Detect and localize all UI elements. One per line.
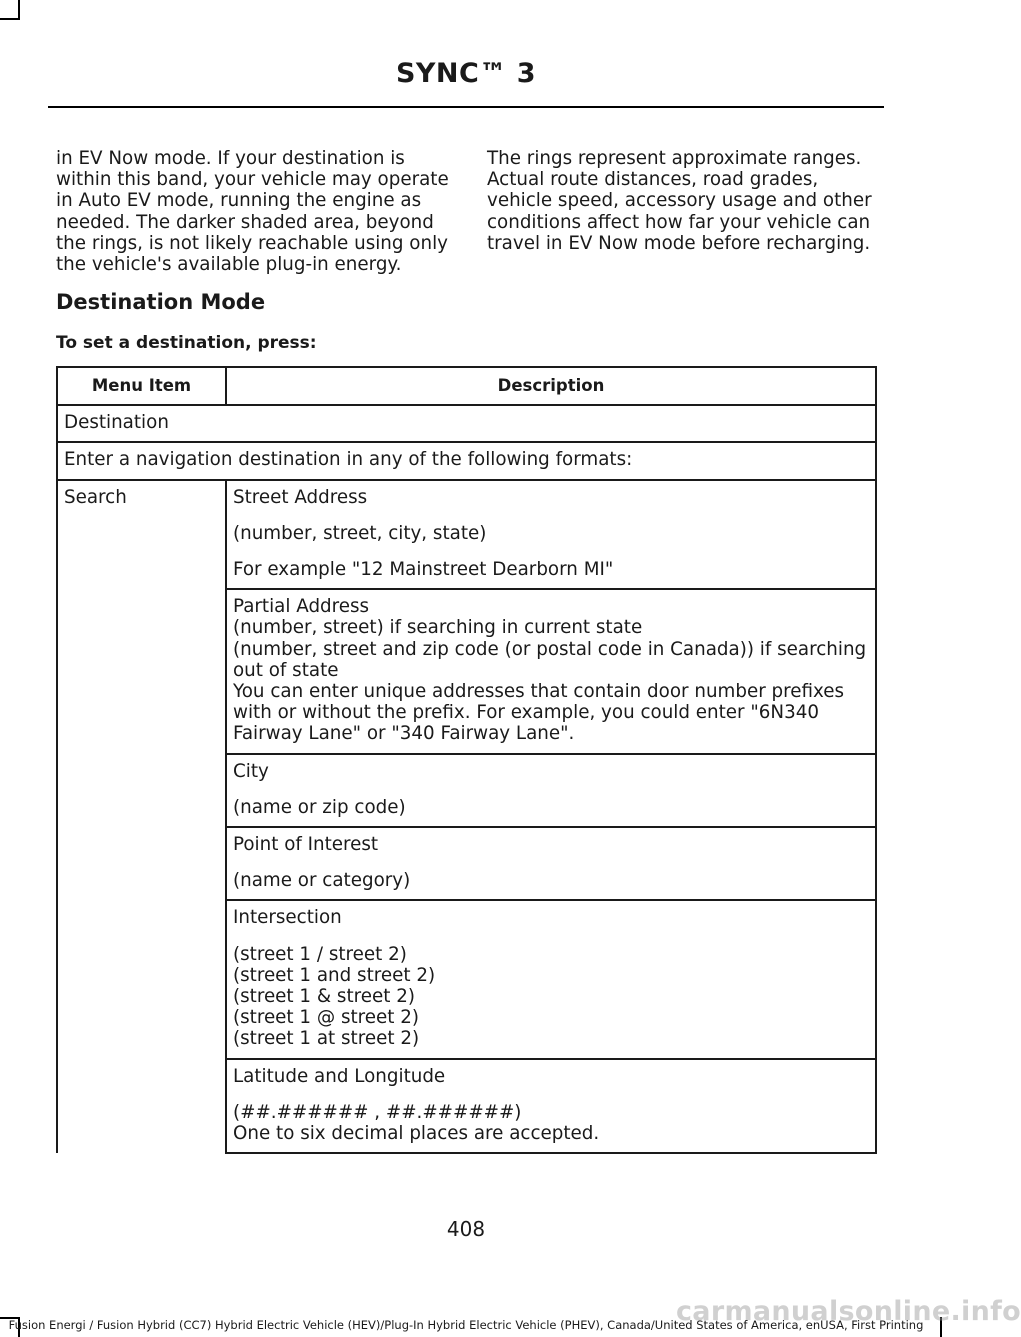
street-address-cell (226, 480, 876, 590)
row-destination: Destination (57, 405, 876, 442)
search-menu-item: Search (57, 480, 226, 1154)
header-menu-item: Menu Item (57, 367, 226, 405)
partial-address-note: You can enter unique addresses that contain door number prefixes with or without the prefix. For example, you could enter "6N340 Fairway Lane" or "340 Fairway Lane". (233, 681, 845, 745)
partial-address-format-1: (number, street) if searching in current state (233, 617, 643, 639)
poi-title: Point of Interest (233, 834, 379, 856)
intersection-format-1: (street 1 / street 2) (233, 943, 407, 965)
intro-left-column (56, 148, 452, 275)
intro-right-column (487, 148, 882, 254)
crop-mark-top-left (18, 0, 20, 20)
row-enter-destination: Enter a navigation destination in any of the following formats: (57, 442, 876, 479)
intersection-cell (226, 900, 876, 1058)
poi-format: (name or category) (233, 870, 411, 892)
latlong-cell (226, 1059, 876, 1154)
street-address-format: (number, street, city, state) (233, 522, 487, 544)
city-title: City (233, 760, 269, 782)
table-header-row (57, 367, 876, 405)
crop-mark-top-left-h (0, 18, 20, 20)
partial-address-format-2: (number, street and zip code (or postal code in Canada)) if searching out of state (233, 638, 867, 681)
city-format: (name or zip code) (233, 796, 406, 818)
header-description: Description (226, 367, 876, 405)
destination-table (56, 366, 877, 1154)
page-number: 408 (446, 1217, 486, 1241)
page-header-title: SYNC™ 3 (395, 58, 537, 89)
intro-left-paragraph: in EV Now mode. If your destination is within this band, your vehicle may operate in Auto EV mode, running the engine as needed. The darker shaded area, beyond the rings, is not likely reachable using only the vehicle's available plug-in energy. (56, 148, 449, 276)
city-cell (226, 754, 876, 827)
intersection-format-3: (street 1 & street 2) (233, 986, 415, 1008)
latlong-note: One to six decimal places are accepted. (233, 1123, 600, 1145)
intersection-format-5: (street 1 at street 2) (233, 1028, 420, 1050)
header-rule (48, 106, 884, 108)
section-heading: Destination Mode (56, 290, 266, 314)
watermark: carmanualsonline.info (676, 1296, 1021, 1327)
intersection-format-2: (street 1 and street 2) (233, 964, 436, 986)
table-row (57, 405, 876, 442)
intersection-format-4: (street 1 @ street 2) (233, 1007, 419, 1029)
intersection-title: Intersection (233, 907, 342, 929)
latlong-format: (##.###### , ##.######) (233, 1101, 522, 1123)
partial-address-cell (226, 589, 876, 753)
poi-cell (226, 827, 876, 900)
latlong-title: Latitude and Longitude (233, 1065, 446, 1087)
section-subheading: To set a destination, press: (56, 333, 317, 353)
page-footer: Fusion Energi / Fusion Hybrid (CC7) Hybrid Electric Vehicle (HEV)/Plug-In Hybrid Electric Vehicle (PHEV), Canada/United States of America, enUSA, First Printing (8, 1318, 924, 1332)
partial-address-title: Partial Address (233, 596, 370, 618)
street-address-title: Street Address (233, 486, 368, 508)
table-row (57, 442, 876, 479)
intro-right-paragraph: The rings represent approximate ranges. Actual route distances, road grades, vehicle speed, accessory usage and other conditions affect how far your vehicle can travel in EV Now mode before recharging. (487, 148, 872, 254)
street-address-example: For example "12 Mainstreet Dearborn MI" (233, 559, 614, 581)
table-row (57, 480, 876, 590)
